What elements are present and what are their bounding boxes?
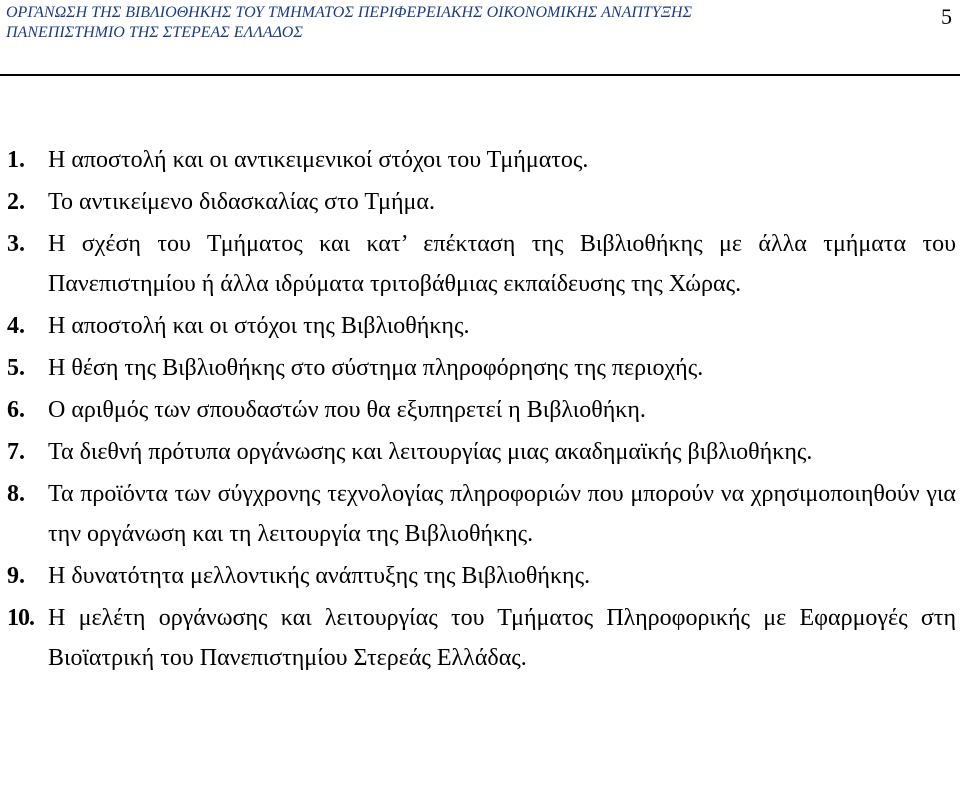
list-item [0, 306, 960, 346]
list-item [0, 348, 960, 388]
list-item [0, 390, 960, 430]
list-item [0, 140, 960, 180]
item-text: Η θέση της Βιβλιοθήκης στο σύστημα πληροφόρησης της περιοχής. [48, 355, 704, 381]
item-number: 6. [7, 397, 25, 423]
item-text: Ο αριθμός των σπουδαστών που θα εξυπηρετεί η Βιβλιοθήκη. [48, 397, 646, 423]
list-item [0, 598, 960, 678]
list-item [0, 432, 960, 472]
item-text: Τα διεθνή πρότυπα οργάνωσης και λειτουργίας μιας ακαδημαϊκής βιβλιοθήκης. [48, 439, 813, 465]
item-text: Η μελέτη οργάνωσης και λειτουργίας του Τμήματος Πληροφορικής με Εφαρμογές στη Βιοϊατρική του Πανεπιστημίου Στερεάς Ελλάδας. [48, 605, 956, 671]
item-text: Η δυνατότητα μελλοντικής ανάπτυξης της Βιβλιοθήκης. [48, 563, 591, 589]
numbered-outline [0, 140, 960, 680]
item-number: 10. [7, 605, 34, 631]
list-item [0, 556, 960, 596]
page-header [0, 0, 960, 78]
list-item [0, 474, 960, 554]
item-number: 1. [7, 147, 25, 173]
list-item [0, 182, 960, 222]
header-title-line-2: ΠΑΝΕΠΙΣΤΗΜΙΟ ΤΗΣ ΣΤΕΡΕΑΣ ΕΛΛΑΔΟΣ [6, 24, 303, 41]
item-number: 9. [7, 563, 25, 589]
item-text: Η αποστολή και οι στόχοι της Βιβλιοθήκης. [48, 313, 470, 339]
header-title-line-1: ΟΡΓΑΝΩΣΗ ΤΗΣ ΒΙΒΛΙΟΘΗΚΗΣ ΤΟΥ ΤΜΗΜΑΤΟΣ ΠΕΡΙΦΕΡΕΙΑΚΗΣ ΟΙΚΟΝΟΜΙΚΗΣ ΑΝΑΠΤΥΞΗΣ [6, 4, 693, 21]
page-number: 5 [941, 4, 952, 29]
item-text: Το αντικείμενο διδασκαλίας στο Τμήμα. [48, 189, 435, 215]
item-number: 5. [7, 355, 25, 381]
item-number: 8. [7, 481, 25, 507]
list-item [0, 224, 960, 304]
item-number: 4. [7, 313, 25, 339]
item-number: 3. [7, 231, 25, 257]
item-text: Η σχέση του Τμήματος και κατ’ επέκταση της Βιβλιοθήκης με άλλα τμήματα του Πανεπιστημίου ή άλλα ιδρύματα τριτοβάθμιας εκπαίδευσης της Χώρας. [48, 231, 956, 297]
item-number: 7. [7, 439, 25, 465]
item-number: 2. [7, 189, 25, 215]
item-text: Η αποστολή και οι αντικειμενικοί στόχοι του Τμήματος. [48, 147, 589, 173]
item-text: Τα προϊόντα των σύγχρονης τεχνολογίας πληροφοριών που μπορούν να χρησιμοποιηθούν για την οργάνωση και τη λειτουργία της Βιβλιοθήκης. [48, 481, 956, 547]
header-divider [0, 74, 960, 76]
